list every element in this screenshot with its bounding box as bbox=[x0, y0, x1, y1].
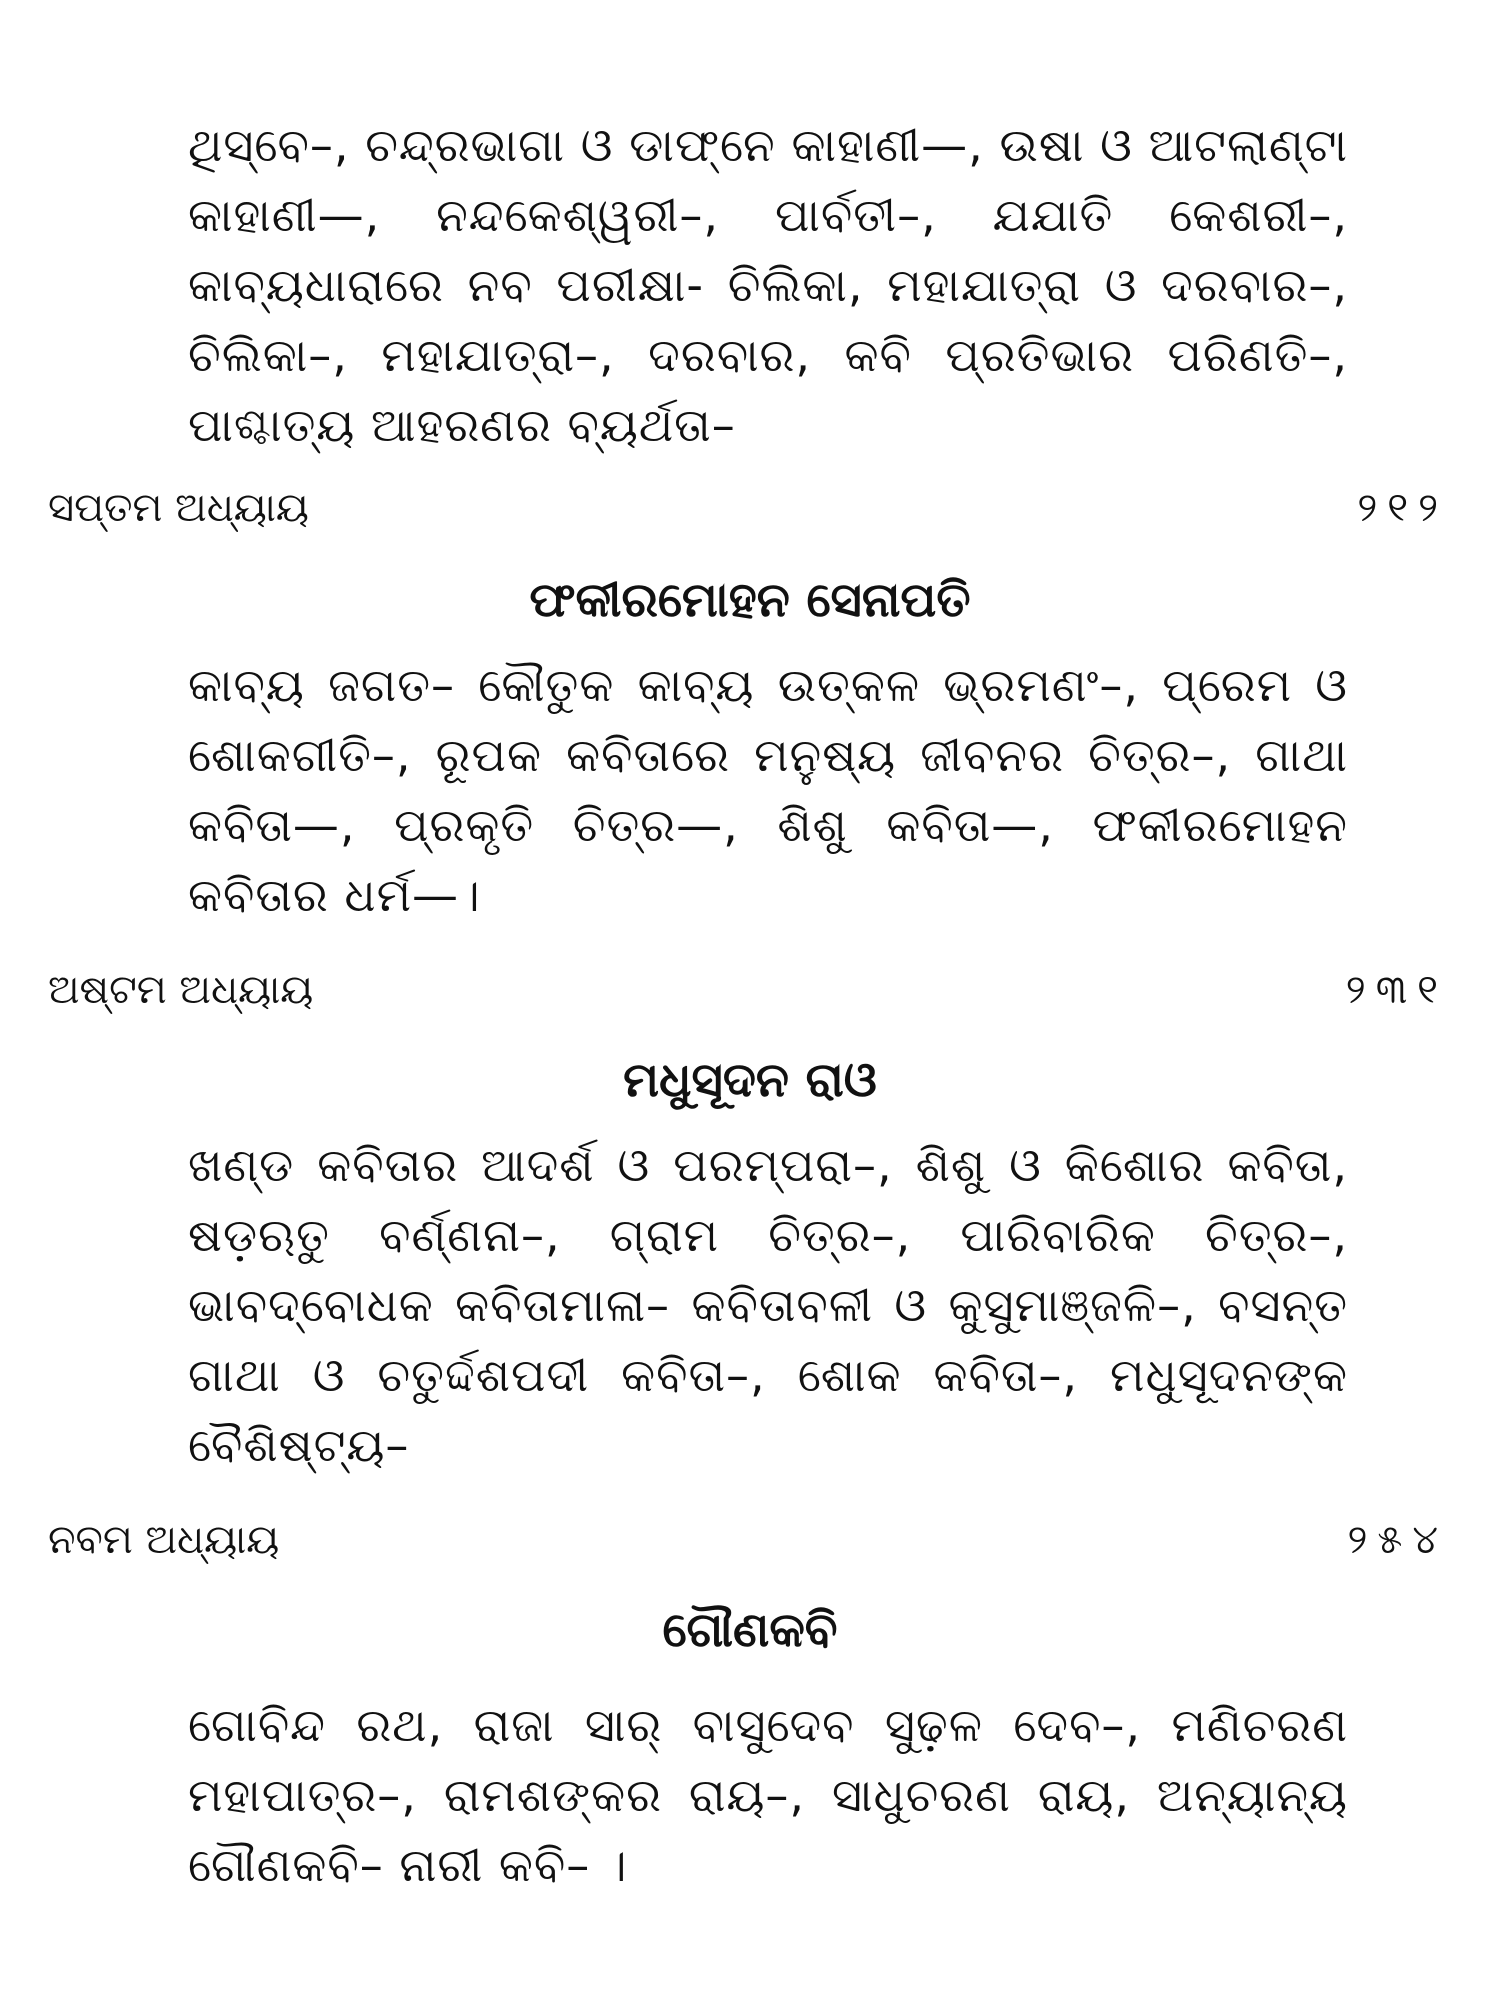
chapter-7-contents: କାବ୍ୟ ଜଗତ– କୌତୁକ କାବ୍ୟ ଉତ୍କଳ ଭ୍ରମଣଂ–, ପ୍ରେମ ଓ ଶୋକଗୀତି–, ରୂପକ କବିତାରେ ମନୁଷ୍ୟ ଜୀବନର ଚିତ୍ର–, ଗାଥା କବିତା—, ପ୍ରକୃତି ଚିତ୍ର—, ଶିଶୁ କବିତା—, ଫକୀରମୋହନ କବିତାର ଧର୍ମ—। bbox=[188, 658, 1348, 922]
chapter-8-label: ଅଷ୍ଟମ ଅଧ୍ୟାୟ bbox=[48, 967, 314, 1013]
intro-contents: ଥିସ୍‌ବେ–, ଚନ୍ଦ୍ରଭାଗା ଓ ଡାଫ୍‌ନେ କାହାଣୀ—, ଉଷା ଓ ଆଟଲାଣ୍ଟା କାହାଣୀ—, ନନ୍ଦକେଶ୍ୱରୀ–, ପାର୍ବତୀ–, ଯଯାତି କେଶରୀ–, କାବ୍ୟଧାରାରେ ନବ ପରୀକ୍ଷା- ଚିଲିକା, ମହାଯାତ୍ରା ଓ ଦରବାର–, ଚିଲିକା–, ମହାଯାତ୍ରା–, ଦରବାର, କବି ପ୍ରତିଭାର ପରିଣତି–, ପାଶ୍ଚାତ୍ୟ ଆହରଣର ବ୍ୟର୍ଥତା– bbox=[188, 118, 1348, 452]
chapter-9-label: ନବମ ଅଧ୍ୟାୟ bbox=[48, 1517, 280, 1563]
chapter-9-row bbox=[48, 1510, 1448, 1570]
chapter-7-page-number: ୨୧୨ bbox=[1357, 485, 1448, 531]
chapter-8-page-number: ୨୩୧ bbox=[1345, 967, 1448, 1013]
chapter-9-contents: ଗୋବିନ୍ଦ ରଥ, ରାଜା ସାର୍‌ ବାସୁଦେବ ସୁଢ଼ଳ ଦେବ–, ମଣିଚରଣ ମହାପାତ୍ର–, ରାମଶଙ୍କର ରାୟ–, ସାଧୁଚରଣ ରାୟ, ଅନ୍ୟାନ୍ୟ ଗୌଣକବି– ନାରୀ କବି– । bbox=[188, 1698, 1348, 1892]
chapter-8-title: ମଧୁସୂଦନ ରାଓ bbox=[623, 1052, 877, 1108]
chapter-7-row bbox=[48, 478, 1448, 538]
chapter-9-title: ଗୌଣକବି bbox=[662, 1602, 838, 1658]
chapter-9-page-number: ୨୫୪ bbox=[1347, 1517, 1448, 1563]
chapter-8-row bbox=[48, 960, 1448, 1020]
chapter-7-title: ଫକୀରମୋହନ ସେନାପତି bbox=[529, 572, 971, 628]
chapter-7-label: ସପ୍ତମ ଅଧ୍ୟାୟ bbox=[48, 485, 309, 531]
chapter-8-contents: ଖଣ୍ଡ କବିତାର ଆଦର୍ଶ ଓ ପରମ୍ପରା–, ଶିଶୁ ଓ କିଶୋର କବିତା, ଷଡ଼ଋତୁ ବର୍ଣ୍ଣନା–, ଗ୍ରାମ ଚିତ୍ର–, ପାରିବାରିକ ଚିତ୍ର–, ଭାବଦ୍‌ବୋଧକ କବିତାମାଳା– କବିତାବଳୀ ଓ କୁସୁମାଞ୍ଜଳି–, ବସନ୍ତ ଗାଥା ଓ ଚତୁର୍ଦ୍ଦଶପଦୀ କବିତା–, ଶୋକ କବିତା–, ମଧୁସୂଦନଙ୍କ ବୈଶିଷ୍ଟ୍ୟ– bbox=[188, 1138, 1348, 1472]
